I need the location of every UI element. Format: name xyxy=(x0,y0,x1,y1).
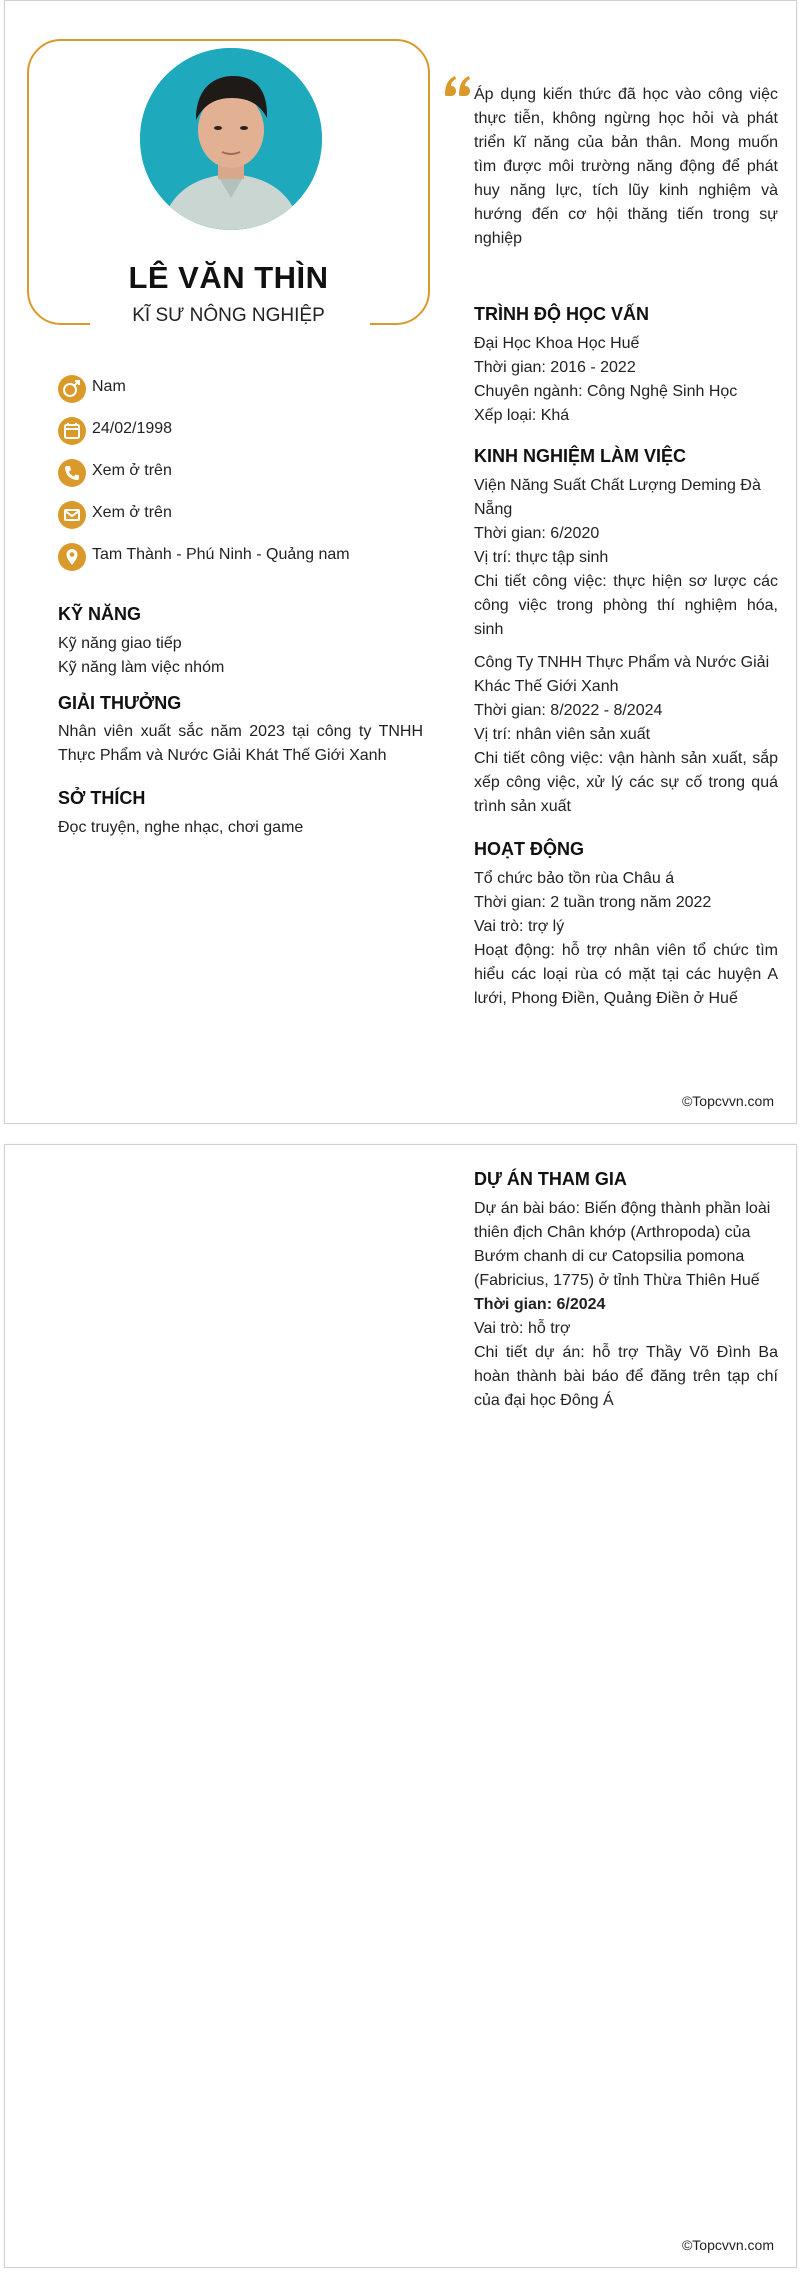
education-school: Đại Học Khoa Học Huế xyxy=(474,335,640,352)
job-company: Viện Năng Suất Chất Lượng Deming Đà Nẵng xyxy=(474,477,761,518)
education-title: TRÌNH ĐỘ HỌC VẤN xyxy=(474,304,649,324)
gender-icon xyxy=(58,375,86,403)
contact-gender-value: Nam xyxy=(92,378,126,395)
job-time: Thời gian: 8/2022 - 8/2024 xyxy=(474,702,663,719)
job-detail: Chi tiết công việc: thực hiện sơ lược các công việc trong phòng thí nghiệm hóa, sinh xyxy=(474,573,778,638)
job-position: Vị trí: nhân viên sản xuất xyxy=(474,726,651,743)
activities-title: HOẠT ĐỘNG xyxy=(474,839,584,859)
experience-title: KINH NGHIỆM LÀM VIỆC xyxy=(474,446,687,466)
footer-credit: ©Topcvvn.com xyxy=(681,1093,774,1109)
skill-item: Kỹ năng làm việc nhóm xyxy=(58,659,225,676)
contact-email-value: Xem ở trên xyxy=(92,504,172,521)
projects-title: DỰ ÁN THAM GIA xyxy=(474,1169,627,1189)
project-detail: Chi tiết dự án: hỗ trợ Thầy Võ Đình Ba hoàn thành bài báo để đăng trên tạp chí của đại học Đông Á xyxy=(474,1344,778,1409)
contact-birthday xyxy=(58,417,438,447)
contact-phone xyxy=(58,459,438,489)
job-detail: Chi tiết công việc: vận hành sản xuất, sắp xếp công việc, xử lý các sự cố trong quá trình sản xuất xyxy=(474,750,778,815)
project-name: Dự án bài báo: Biến động thành phần loài thiên địch Chân khớp (Arthropoda) của Bướm chanh di cư Catopsilia pomona (Fabricius, 1775) ở tỉnh Thừa Thiên Huế xyxy=(474,1200,771,1289)
quote-icon xyxy=(443,73,473,104)
contact-address xyxy=(58,543,438,573)
contact-birthday-value: 24/02/1998 xyxy=(92,420,173,437)
location-pin-icon xyxy=(58,543,86,571)
candidate-title: KĨ SƯ NÔNG NGHIỆP xyxy=(132,305,325,326)
project-role: Vai trò: hỗ trợ xyxy=(474,1320,571,1337)
activity-time: Thời gian: 2 tuần trong năm 2022 xyxy=(474,894,712,911)
education-major: Chuyên ngành: Công Nghệ Sinh Học xyxy=(474,383,738,400)
contact-address-value: Tam Thành - Phú Ninh - Quảng nam xyxy=(92,546,350,563)
cv-page-2 xyxy=(4,1144,797,2268)
activity-detail: Hoạt động: hỗ trợ nhân viên tổ chức tìm hiểu các loại rùa có mặt tại các huyện A lưới, Phong Điền, Quảng Điền ở Huế xyxy=(474,942,778,1007)
job-position: Vị trí: thực tập sinh xyxy=(474,549,609,566)
job-time: Thời gian: 6/2020 xyxy=(474,525,600,542)
cv-page-1 xyxy=(4,0,797,1124)
education-time: Thời gian: 2016 - 2022 xyxy=(474,359,636,376)
calendar-icon xyxy=(58,417,86,445)
phone-icon xyxy=(58,459,86,487)
education-grade: Xếp loại: Khá xyxy=(474,407,570,424)
avatar xyxy=(140,48,322,230)
objective-text: Áp dụng kiến thức đã học vào công việc thực tiễn, không ngừng học hỏi và phát triển kĩ năng của bản thân. Mong muốn tìm được môi trường năng động để phát huy năng lực, tích lũy kinh nghiệm và hướng đến cơ hội thăng tiến trong sự nghiệp xyxy=(474,86,778,247)
contact-email xyxy=(58,501,438,531)
activity-org: Tổ chức bảo tồn rùa Châu á xyxy=(474,870,675,887)
hobbies-text: Đọc truyện, nghe nhạc, chơi game xyxy=(58,819,304,836)
project-time: Thời gian: 6/2024 xyxy=(474,1296,606,1313)
candidate-name: LÊ VĂN THÌN xyxy=(128,260,329,295)
job-company: Công Ty TNHH Thực Phẩm và Nước Giải Khác Thế Giới Xanh xyxy=(474,654,770,695)
footer-credit: ©Topcvvn.com xyxy=(681,2237,774,2253)
contact-phone-value: Xem ở trên xyxy=(92,462,172,479)
activity-role: Vai trò: trợ lý xyxy=(474,918,565,935)
skills-title: KỸ NĂNG xyxy=(58,604,142,624)
awards-title: GIẢI THƯỞNG xyxy=(58,693,182,713)
skill-item: Kỹ năng giao tiếp xyxy=(58,635,182,652)
awards-text: Nhân viên xuất sắc năm 2023 tại công ty TNHH Thực Phẩm và Nước Giải Khát Thế Giới Xanh xyxy=(58,723,423,764)
contact-gender xyxy=(58,375,438,405)
hobbies-title: SỞ THÍCH xyxy=(58,788,146,808)
email-icon xyxy=(58,501,86,529)
